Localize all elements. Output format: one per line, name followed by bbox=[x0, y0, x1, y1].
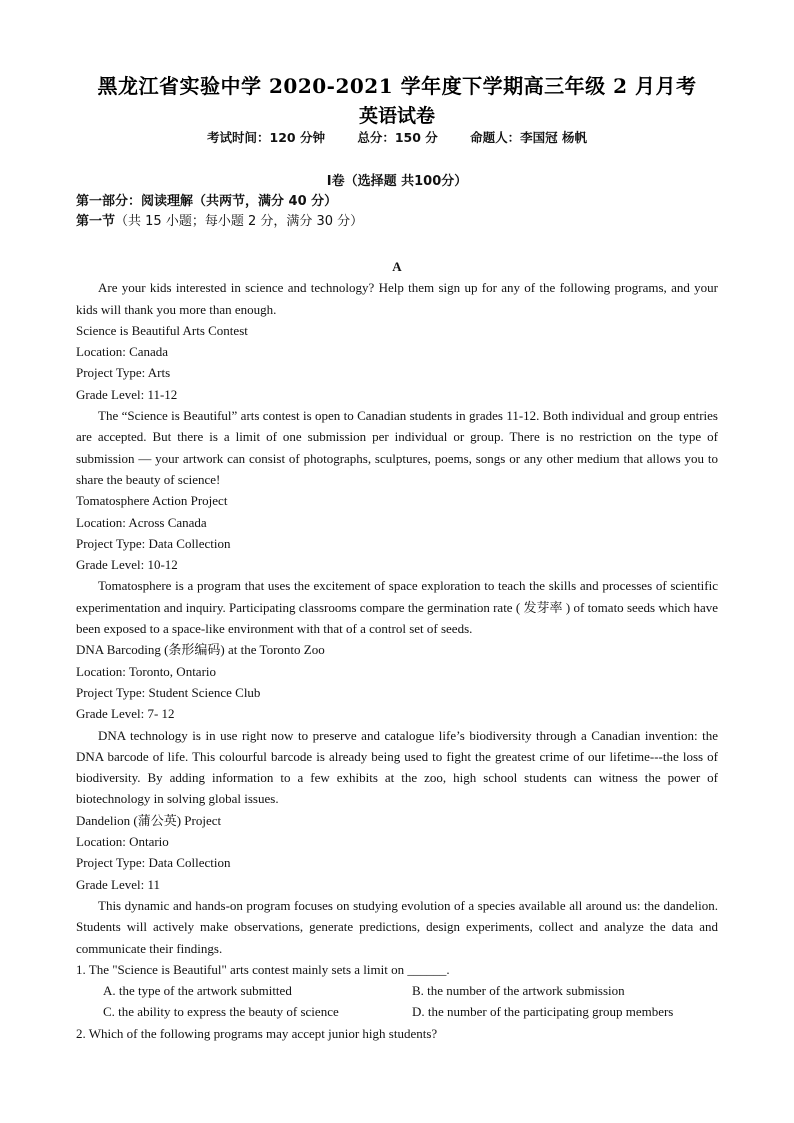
program-grade: Grade Level: 11 bbox=[76, 876, 160, 892]
exam-subtitle: 英语试卷 bbox=[358, 105, 435, 127]
program-location: Location: Ontario bbox=[76, 834, 169, 850]
exam-score: 总分：150 分 bbox=[357, 130, 438, 145]
program-description: Tomatosphere is a program that uses the excitement of space exploration to teach the skills and processes of scientific experimentation and inquiry. Participating classrooms compare the germination rate ( 发芽率 ) of tomato seeds which have been exposed to a space-like environment with that of a control set of seeds. bbox=[76, 578, 718, 637]
option-d: D. the number of the participating group members bbox=[412, 1004, 674, 1020]
passage-letter: A bbox=[392, 259, 402, 274]
program-location: Location: Canada bbox=[76, 344, 169, 360]
section-title: I卷（选择题 共100分） bbox=[326, 174, 468, 189]
exam-title: 黑龙江省实验中学 2020-2021 学年度下学期高三年级 2 月月考 bbox=[97, 74, 697, 98]
program-type: Project Type: Data Collection bbox=[76, 535, 231, 551]
exam-time: 考试时间：120 分钟 bbox=[207, 130, 325, 145]
program-grade: Grade Level: 10-12 bbox=[76, 557, 178, 573]
section-one-heading bbox=[76, 210, 363, 229]
program-location: Location: Toronto, Ontario bbox=[76, 663, 217, 679]
program-name: Science is Beautiful Arts Contest bbox=[76, 322, 248, 338]
section-one-label: 第一节 bbox=[76, 214, 116, 229]
program-name: DNA Barcoding (条形编码) at the Toronto Zoo bbox=[76, 642, 325, 658]
program-type: Project Type: Data Collection bbox=[76, 855, 231, 871]
exam-authors: 命题人：李国冠 杨帆 bbox=[470, 130, 587, 145]
exam-meta bbox=[0, 128, 794, 146]
program-grade: Grade Level: 11-12 bbox=[76, 386, 178, 402]
program-name: Tomatosphere Action Project bbox=[76, 493, 228, 509]
question-stem: 2. Which of the following programs may accept junior high students? bbox=[76, 1025, 438, 1041]
question-options bbox=[76, 980, 718, 1023]
program-description: The “Science is Beautiful” arts contest is open to Canadian students in grades 11-12. Both individual and group entries are accepted. But there is a limit of one submission per individual or group. There is no restriction on the type of submission — your artwork can consist of photographs, sculptures, poems, songs or any other medium that allows you to share the beauty of science! bbox=[76, 408, 718, 487]
program-grade: Grade Level: 7- 12 bbox=[76, 706, 175, 722]
program-type: Project Type: Student Science Club bbox=[76, 684, 261, 700]
program-location: Location: Across Canada bbox=[76, 514, 207, 530]
option-a: A. the type of the artwork submitted bbox=[103, 983, 292, 999]
option-b: B. the number of the artwork submission bbox=[412, 983, 625, 999]
passage-body bbox=[76, 256, 718, 1044]
section-one-desc: （共 15 小题；每小题 2 分，满分 30 分） bbox=[115, 214, 364, 229]
part-one-heading: 第一部分：阅读理解（共两节，满分 40 分） bbox=[76, 194, 338, 209]
program-name: Dandelion (蒲公英) Project bbox=[76, 812, 222, 828]
program-description: DNA technology is in use right now to preserve and catalogue life’s biodiversity through a Canadian invention: the DNA barcode of life. This colourful barcode is already being used to fight the greatest crime of our lifetime---the loss of biodiversity. By adding information to a few exhibits at the zoo, high school students can witness the power of biotechnology in solving global issues. bbox=[76, 727, 718, 807]
program-description: This dynamic and hands-on program focuses on studying evolution of a species available all around us: the dandelion. Students will actively make observations, generate predictions, design experiments, collect and analyze the data and communicate their findings. bbox=[76, 897, 718, 956]
option-c: C. the ability to express the beauty of science bbox=[103, 1004, 339, 1020]
question-stem: 1. The "Science is Beautiful" arts contest mainly sets a limit on ______. bbox=[76, 961, 450, 977]
passage-intro: Are your kids interested in science and technology? Help them sign up for any of the following programs, and your kids will thank you more than enough. bbox=[76, 280, 718, 317]
program-type: Project Type: Arts bbox=[76, 365, 171, 381]
